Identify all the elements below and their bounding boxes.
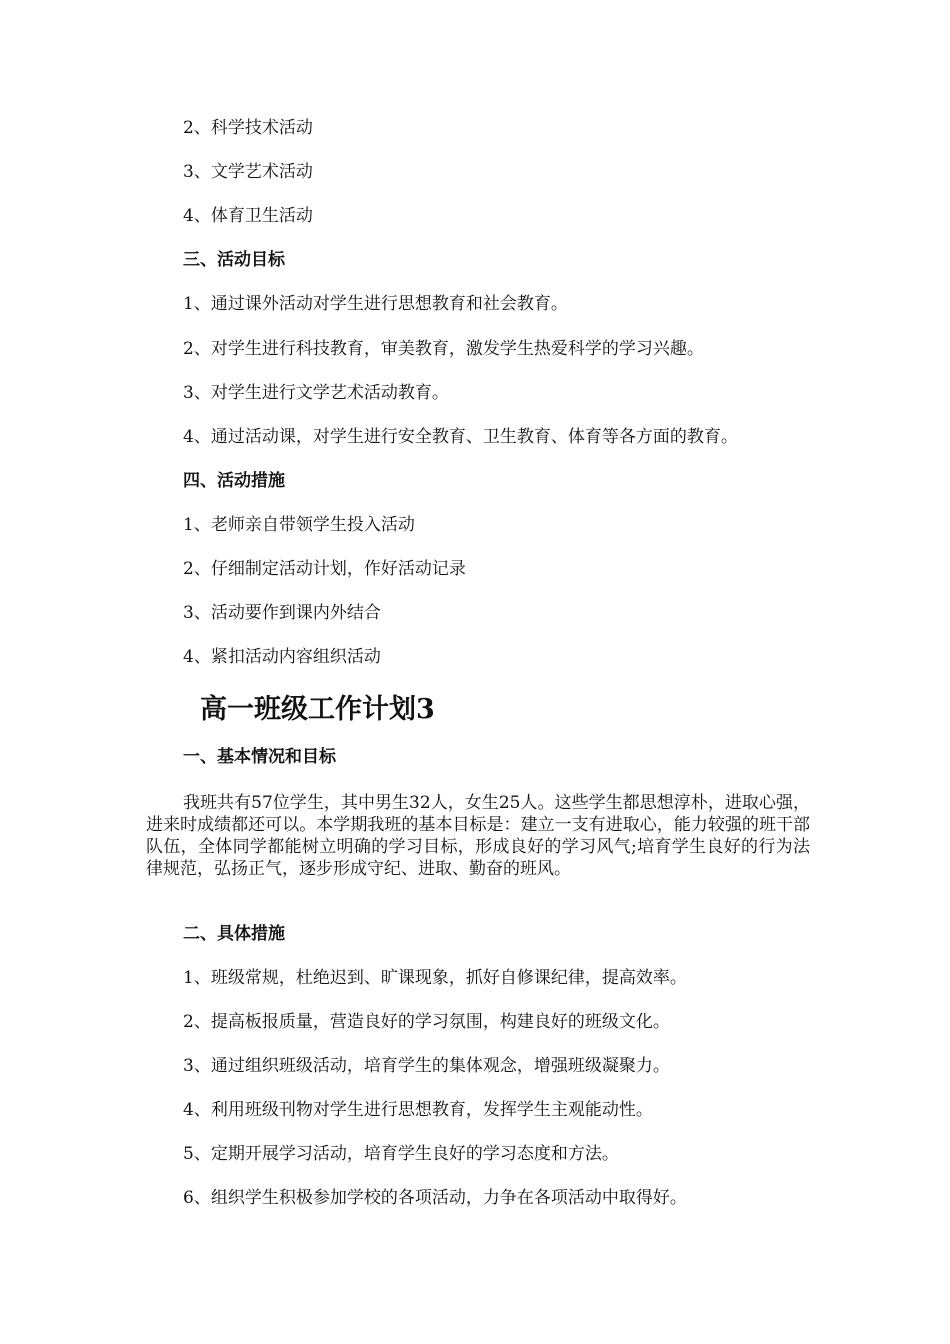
list-item: 1、班级常规，杜绝迟到、旷课现象，抓好自修课纪律，提高效率。 [183,968,687,988]
list-item: 1、老师亲自带领学生投入活动 [183,515,415,535]
list-item: 4、紧扣活动内容组织活动 [183,647,381,667]
section-heading-goals: 三、活动目标 [183,250,285,270]
list-item: 2、仔细制定活动计划，作好活动记录 [183,559,466,579]
list-item: 3、对学生进行文学艺术活动教育。 [183,383,449,403]
section-heading-basic-situation: 一、基本情况和目标 [183,747,336,767]
list-item: 3、通过组织班级活动，培育学生的集体观念，增强班级凝聚力。 [183,1056,670,1076]
list-item: 2、提高板报质量，营造良好的学习氛围，构建良好的班级文化。 [183,1012,670,1032]
list-item: 3、活动要作到课内外结合 [183,603,381,623]
section-heading-measures: 四、活动措施 [183,471,285,491]
list-item: 4、通过活动课，对学生进行安全教育、卫生教育、体育等各方面的教育。 [183,427,738,447]
list-item: 4、体育卫生活动 [183,206,313,226]
body-paragraph: 我班共有57位学生，其中男生32人，女生25人。这些学生都思想淳朴，进取心强，进来时成绩都还可以。本学期我班的基本目标是：建立一支有进取心，能力较强的班干部队伍，全体同学都能树立明确的学习目标，形成良好的学习风气;培育学生良好的行为法律规范，弘扬正气，逐步形成守纪、进取、勤奋的班风。 [146,793,810,879]
list-item: 3、文学艺术活动 [183,162,313,182]
list-item: 1、通过课外活动对学生进行思想教育和社会教育。 [183,294,568,314]
list-item: 6、组织学生积极参加学校的各项活动，力争在各项活动中取得好。 [183,1188,687,1208]
list-item: 5、定期开展学习活动，培育学生良好的学习态度和方法。 [183,1144,619,1164]
list-item: 2、对学生进行科技教育，审美教育，激发学生热爱科学的学习兴趣。 [183,339,704,359]
list-item: 2、科学技术活动 [183,118,313,138]
document-title: 高一班级工作计划3 [200,694,435,725]
list-item: 4、利用班级刊物对学生进行思想教育，发挥学生主观能动性。 [183,1100,653,1120]
section-heading-specific-measures: 二、具体措施 [183,924,285,944]
